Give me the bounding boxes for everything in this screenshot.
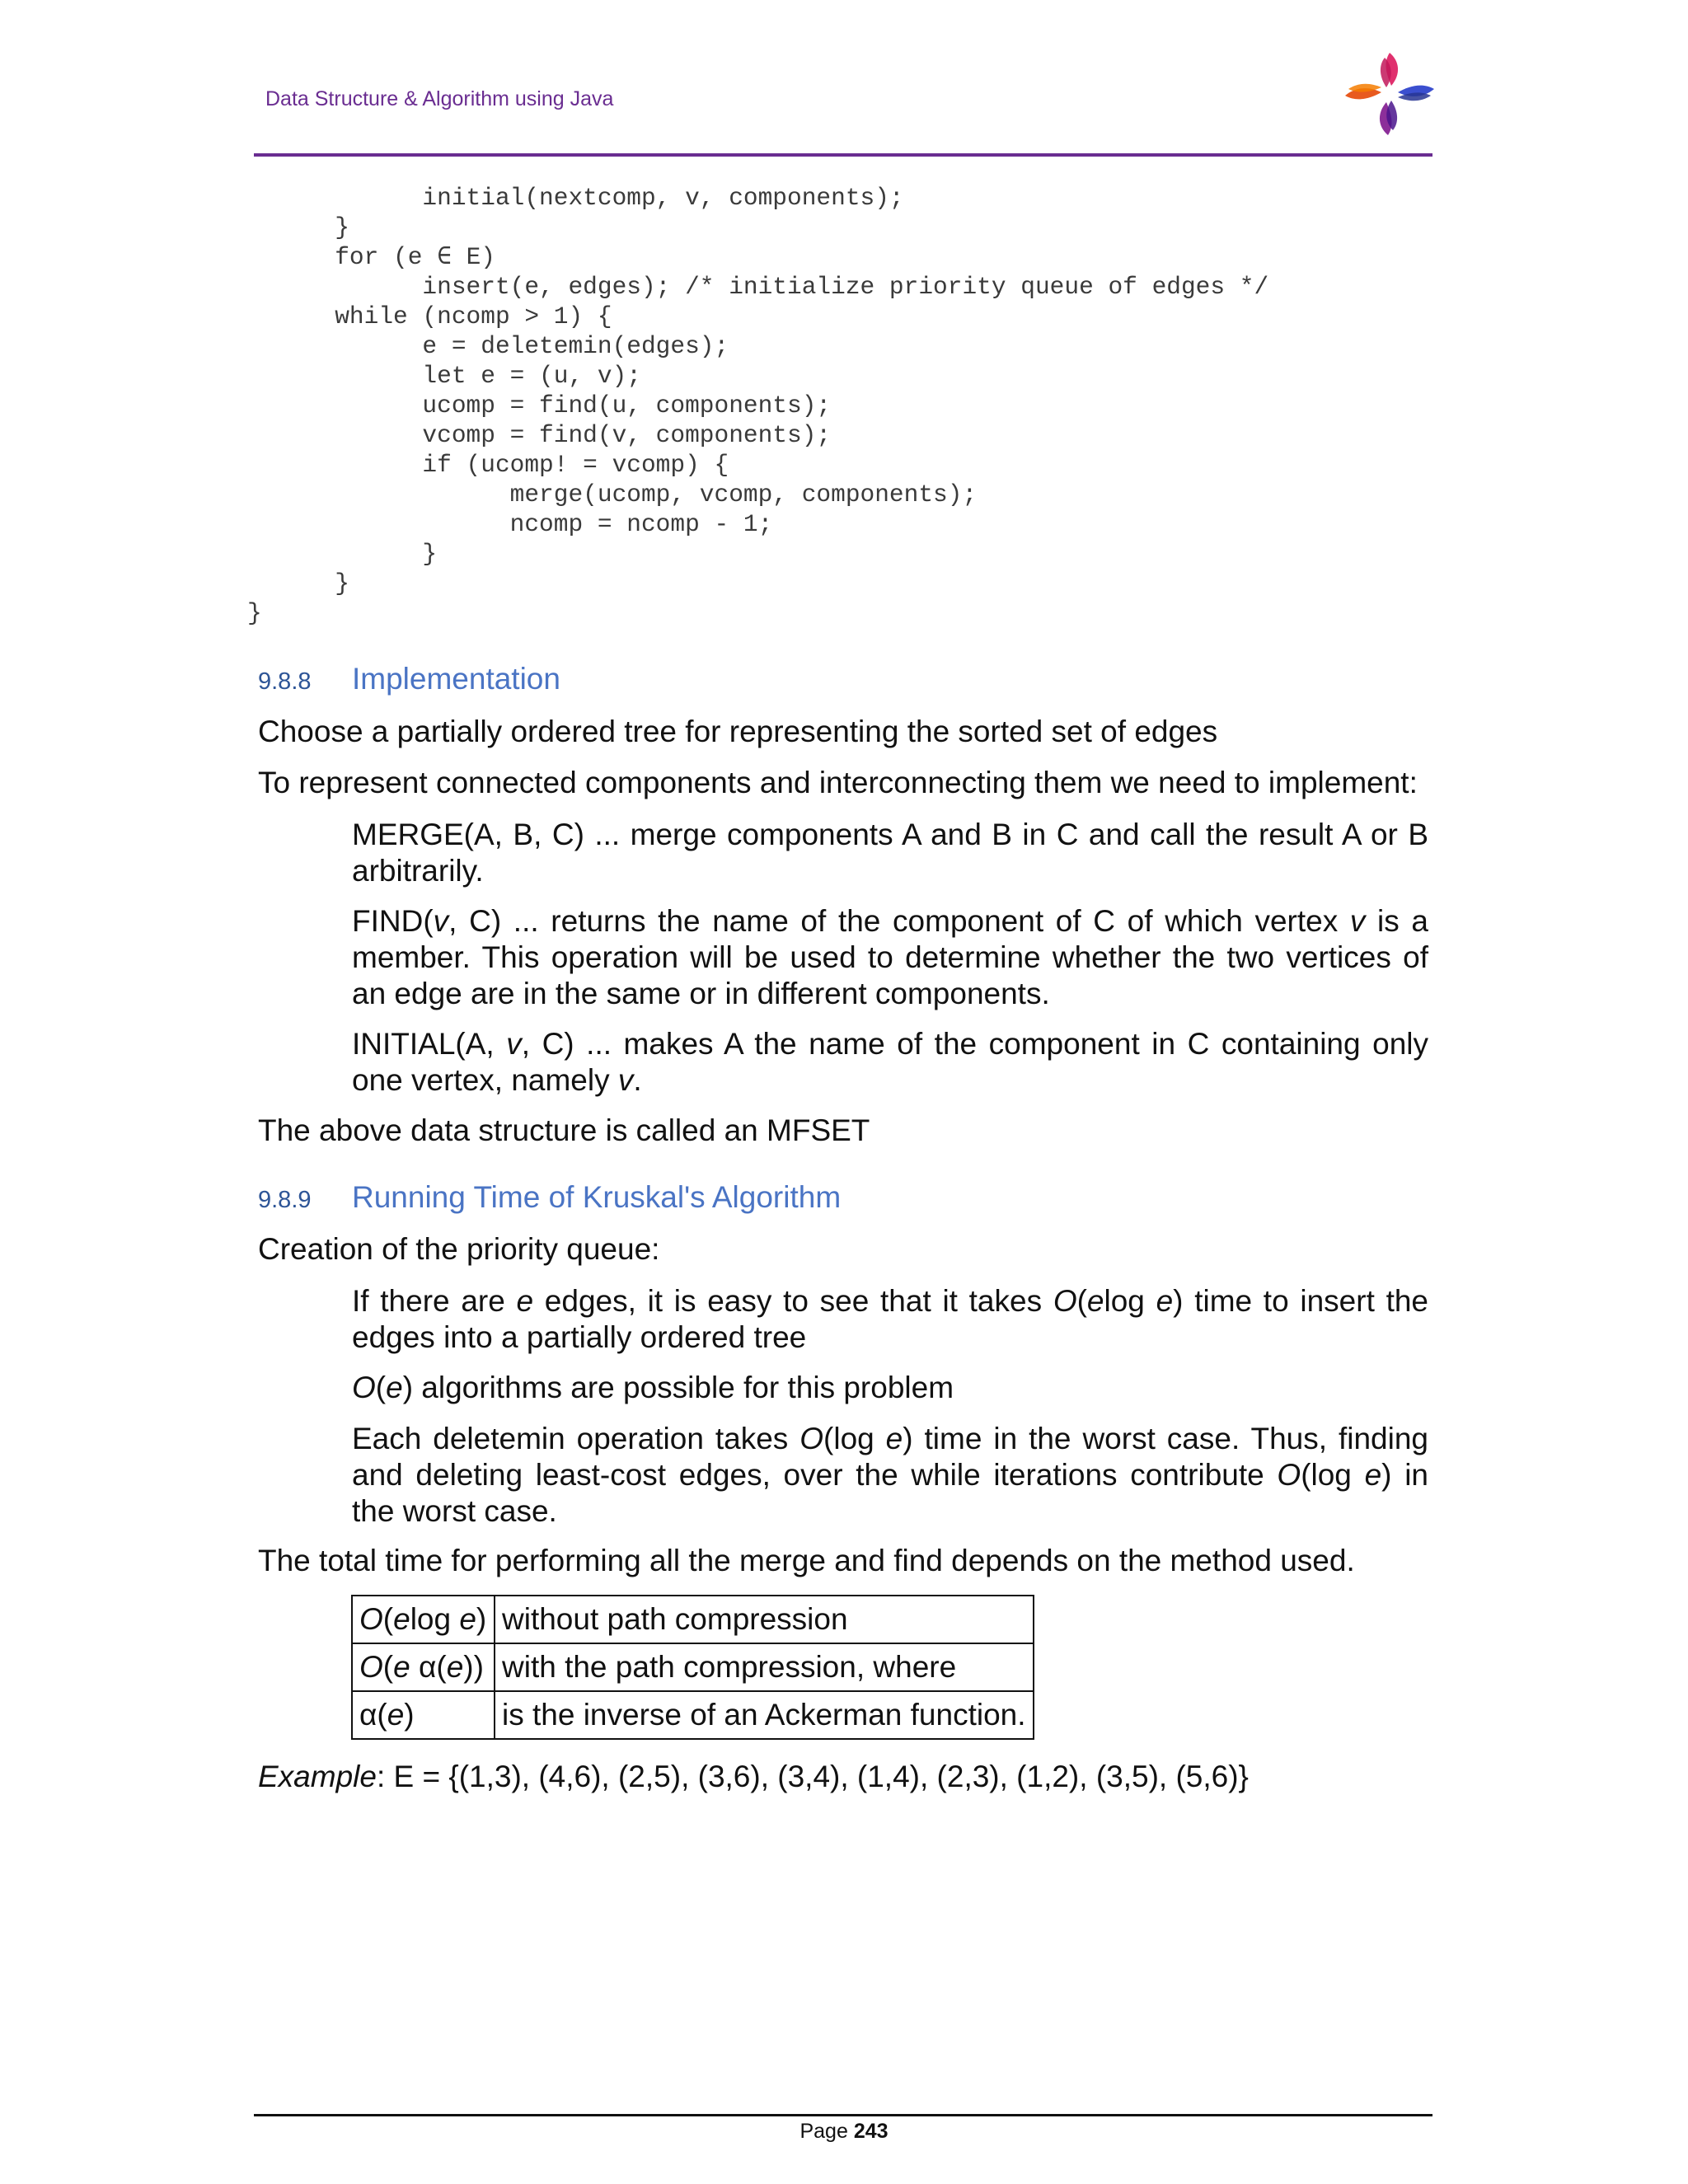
merge-definition: MERGE(A, B, C) ... merge components A and B in C and call the result A or B arbitrarily. (352, 818, 1428, 888)
section-number: 9.8.8 (258, 668, 312, 695)
paragraph: Creation of the priority queue: (258, 1232, 660, 1266)
running-time-point: Each deletemin operation takes O(log e) time in the worst case. Thus, finding and deleting least-cost edges, over the while iterations contribute O(log e) in the worst case. (352, 1422, 1428, 1528)
paragraph: The above data structure is called an MFSET (258, 1113, 870, 1147)
example-line: Example: E = {(1,3), (4,6), (2,5), (3,6), (3,4), (1,4), (2,3), (1,2), (3,5), (5,6)} (258, 1760, 1249, 1793)
footer-rule (254, 2114, 1432, 2116)
running-time-point: If there are e edges, it is easy to see that it takes O(elog e) time to insert the edges into a partially ordered tree (352, 1284, 1428, 1354)
table-cell: is the inverse of an Ackerman function. (495, 1691, 1034, 1739)
page-number: 243 (853, 2120, 889, 2143)
code-block: initial(nextcomp, v, components); } for (e ∈ E) insert(e, edges); /* initialize priority queue of edges */ while (ncomp > 1) { e = deletemin(edges); let e = (u, v); ucomp = find(u, components); vcomp = find(v, components); if (ucomp! = vcomp) { merge(ucomp, vcomp, components); ncomp = ncomp - 1; } } } (247, 184, 1269, 627)
page-label: Page (799, 2120, 854, 2143)
section-title: Implementation (352, 662, 560, 696)
table-row (352, 1643, 1034, 1691)
section-number: 9.8.9 (258, 1187, 312, 1213)
paragraph: To represent connected components and interconnecting them we need to implement: (258, 766, 1418, 799)
table-cell: α(e) (352, 1691, 495, 1739)
find-definition: FIND(v, C) ... returns the name of the component of C of which vertex v is a member. This operation will be used to determine whether the two vertices of an edge are in the same or in different components. (352, 904, 1428, 1010)
section-heading-running-time (258, 1180, 841, 1215)
page-footer (0, 2120, 1688, 2144)
table-cell: with the path compression, where (495, 1643, 1034, 1691)
table-cell: without path compression (495, 1596, 1034, 1643)
table-row (352, 1691, 1034, 1739)
section-title: Running Time of Kruskal's Algorithm (352, 1180, 842, 1214)
publisher-logo (1342, 49, 1437, 138)
initial-definition: INITIAL(A, v, C) ... makes A the name of the component in C containing only one vertex, namely v. (352, 1027, 1428, 1097)
running-time-point: O(e) algorithms are possible for this problem (352, 1371, 954, 1404)
section-heading-implementation (258, 662, 560, 696)
header-rule (254, 153, 1432, 157)
table-row (352, 1596, 1034, 1643)
table-cell: O(elog e) (352, 1596, 495, 1643)
paragraph: The total time for performing all the merge and find depends on the method used. (258, 1544, 1355, 1577)
table-cell: O(e α(e)) (352, 1643, 495, 1691)
complexity-table (351, 1595, 1034, 1740)
header-title: Data Structure & Algorithm using Java (265, 87, 614, 110)
paragraph: Choose a partially ordered tree for representing the sorted set of edges (258, 715, 1218, 748)
